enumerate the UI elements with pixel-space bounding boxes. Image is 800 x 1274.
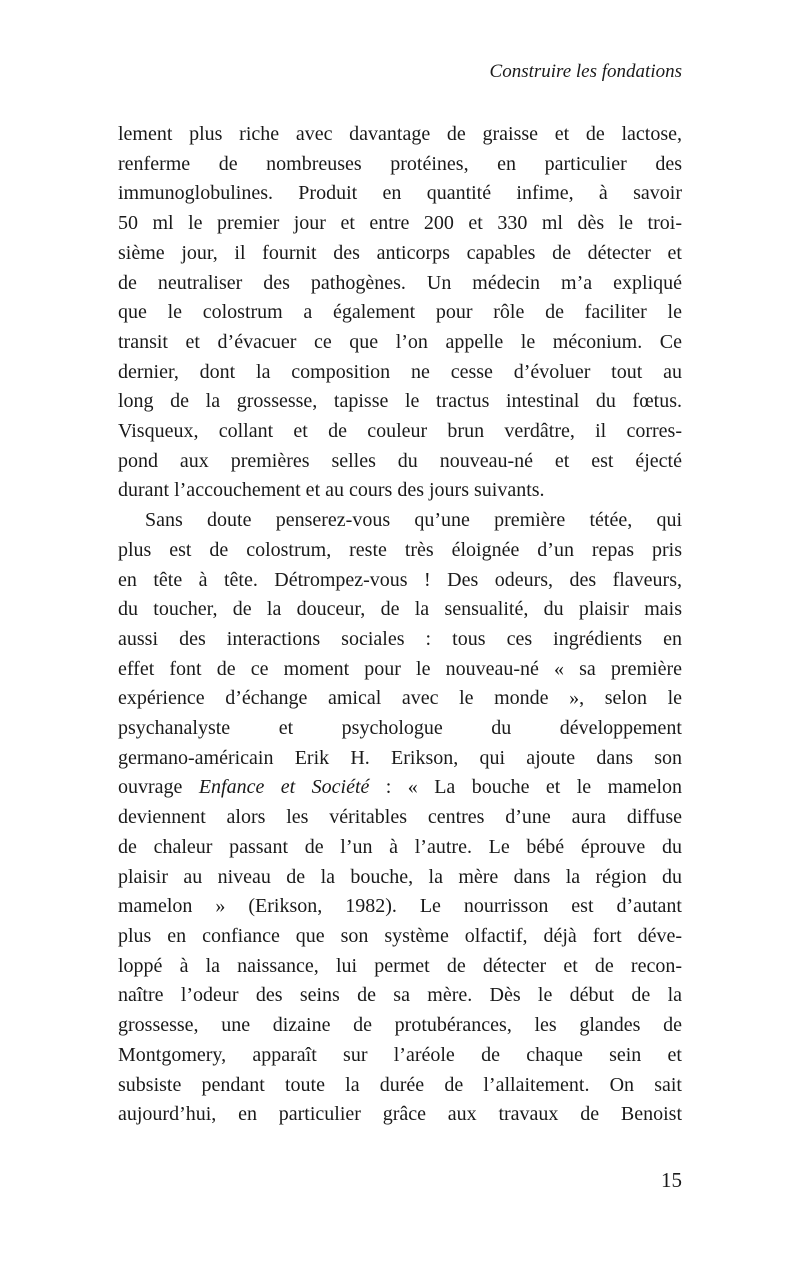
text-line: 50 ml le premier jour et entre 200 et 330 ml dès le troi-: [118, 212, 682, 235]
text-line: pond aux premières selles du nouveau-né et est éjecté: [118, 449, 682, 472]
text-line: en tête à tête. Détrompez-vous ! Des odeurs, des flaveurs,: [118, 568, 682, 591]
text-line: long de la grossesse, tapisse le tractus intestinal du fœtus.: [118, 390, 682, 413]
text-line: psychanalyste et psychologue du développement: [118, 717, 682, 740]
book-title-italic: Enfance et Société: [198, 776, 370, 799]
text-line: dernier, dont la composition ne cesse d’évoluer tout au: [118, 360, 682, 383]
text-run: ouvrage: [118, 776, 199, 799]
page-body: [118, 120, 682, 1130]
text-run: : « La bouche et le mamelon: [369, 776, 682, 799]
text-line: grossesse, une dizaine de protubérances, les glandes de: [118, 1014, 682, 1037]
text-line: lement plus riche avec davantage de graisse et de lactose,: [118, 123, 682, 145]
text-line: aussi des interactions sociales : tous ces ingrédients en: [118, 627, 682, 650]
text-line: aujourd’hui, en particulier grâce aux travaux de Benoist: [118, 1103, 682, 1126]
text-line: Sans doute penserez-vous qu’une première tétée, qui: [145, 509, 682, 532]
text-line: sième jour, il fournit des anticorps capables de détecter et: [118, 241, 682, 264]
text-line: Montgomery, apparaît sur l’aréole de chaque sein et: [118, 1043, 682, 1066]
text-line: du toucher, de la douceur, de la sensualité, du plaisir mais: [118, 598, 682, 621]
text-line: renferme de nombreuses protéines, en particulier des: [118, 152, 682, 175]
text-line: effet font de ce moment pour le nouveau-né « sa première: [118, 657, 682, 680]
text-line: [118, 773, 682, 803]
text-line: Visqueux, collant et de couleur brun verdâtre, il corres-: [118, 420, 682, 443]
text-line: immunoglobulines. Produit en quantité infime, à savoir: [118, 182, 682, 205]
text-line: de neutraliser des pathogènes. Un médecin m’a expliqué: [118, 271, 682, 294]
text-line: plus est de colostrum, reste très éloignée d’un repas pris: [118, 538, 682, 561]
text-line: plaisir au niveau de la bouche, la mère dans la région du: [118, 865, 682, 888]
text-line: mamelon » (Erikson, 1982). Le nourrisson est d’autant: [118, 895, 682, 918]
text-line: que le colostrum a également pour rôle de faciliter le: [118, 301, 682, 324]
text-line: subsiste pendant toute la durée de l’allaitement. On sait: [118, 1073, 682, 1096]
text-line: durant l’accouchement et au cours des jours suivants.: [118, 479, 545, 502]
text-line: de chaleur passant de l’un à l’autre. Le bébé éprouve du: [118, 835, 682, 858]
text-line: deviennent alors les véritables centres d’une aura diffuse: [118, 806, 682, 829]
text-line: naître l’odeur des seins de sa mère. Dès le début de la: [118, 984, 682, 1007]
text-line: expérience d’échange amical avec le monde », selon le: [118, 687, 682, 710]
text-line: plus en confiance que son système olfactif, déjà fort déve-: [118, 924, 682, 947]
page-number: 15: [661, 1168, 682, 1192]
text-line: germano-américain Erik H. Erikson, qui ajoute dans son: [118, 746, 682, 769]
running-header: Construire les fondations: [489, 61, 682, 82]
text-line: loppé à la naissance, lui permet de détecter et de recon-: [118, 954, 682, 977]
text-line: transit et d’évacuer ce que l’on appelle le méconium. Ce: [118, 330, 682, 353]
